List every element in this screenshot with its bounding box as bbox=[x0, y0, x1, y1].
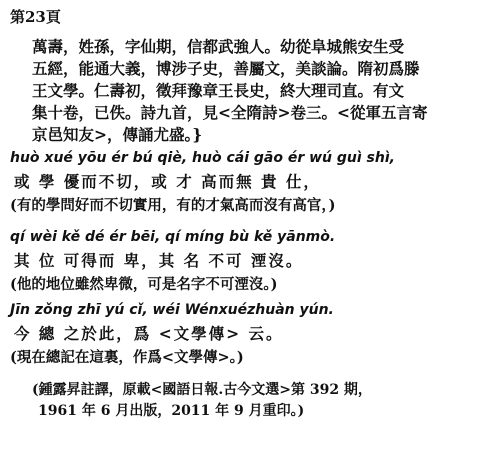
pinyin-line: qí wèi kě dé ér bēi, qí míng bù kě yānmò. bbox=[10, 229, 336, 245]
gloss-line: (他的地位雖然卑微，可是名字不可湮沒。) bbox=[10, 276, 278, 293]
chinese-line: 今 總 之於此，爲 <文學傳> 云。 bbox=[14, 324, 284, 343]
chinese-line: 或 學 優而不切，或 才 高而無 貴 仕， bbox=[14, 172, 321, 191]
pinyin-line: Jīn zǒng zhī yú cǐ, wéi Wénxuézhuàn yún. bbox=[10, 302, 334, 318]
biography-line: 五經，能通大義，博涉子史，善屬文，美談論。隋初爲滕 bbox=[32, 59, 420, 78]
citation-line: 1961 年 6 月出版，2011 年 9 月重印。) bbox=[38, 403, 305, 419]
gloss-line: (現在總記在這裏，作爲<文學傳>。) bbox=[10, 349, 244, 366]
biography-paragraph bbox=[32, 36, 427, 146]
chinese-line: 其 位 可得而 卑，其 名 不可 湮沒。 bbox=[14, 251, 304, 270]
page-number: 第23頁 bbox=[10, 8, 61, 26]
citation-line: (鍾露昇註譯，原載<國語日報.古今文選>第 392 期， bbox=[32, 382, 372, 398]
biography-line: 王文學。仁壽初，徵拜豫章王長史，終大理司直。有文 bbox=[32, 81, 405, 100]
pinyin-line: huò xué yōu ér bú qiè, huò cái gāo ér wú guì shì, bbox=[10, 150, 395, 166]
biography-line: 集十卷，已佚。詩九首，見<全隋詩>卷三。<從軍五言寄 bbox=[32, 103, 428, 122]
gloss-line: (有的學問好而不切實用，有的才氣高而沒有高官，) bbox=[10, 197, 336, 214]
biography-line: 京邑知友>，傳誦尤盛。} bbox=[32, 125, 203, 144]
citation-note bbox=[32, 380, 372, 422]
biography-line: 萬壽，姓孫，字仙期，信都武強人。幼從阜城熊安生受 bbox=[32, 37, 405, 56]
